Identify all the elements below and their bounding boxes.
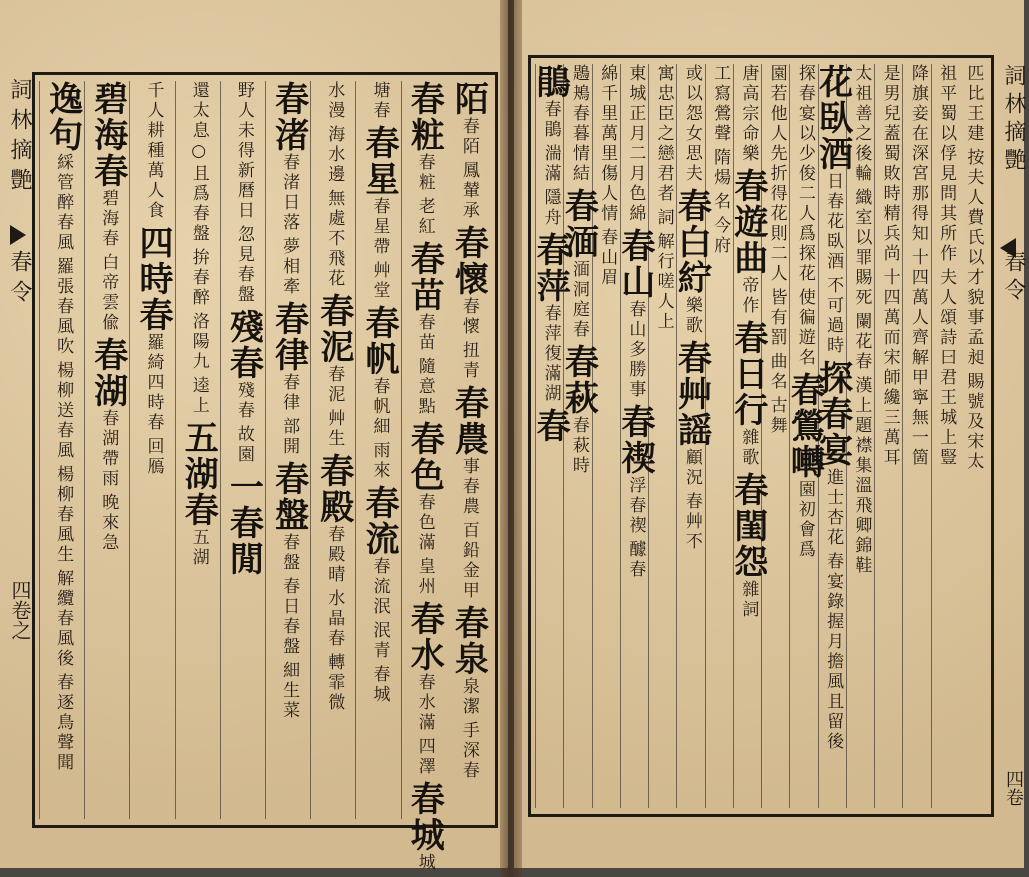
entry-annotation: 使徧遊名 (794, 288, 815, 368)
entry-annotation: 日春花臥酒 (823, 172, 844, 272)
entry-annotation: 十四萬而宋師纔三萬耳 (879, 268, 900, 468)
entry-annotation: 春水滿 (414, 673, 435, 733)
column-entry (324, 409, 343, 449)
column-entry (767, 288, 786, 348)
column-entry (963, 372, 982, 472)
column-entry (360, 305, 398, 437)
column-entry (851, 376, 870, 576)
entry-annotation: 是男兒蓋蜀敗時精兵尚 (879, 64, 900, 264)
column-entry (710, 216, 729, 256)
entry-annotation: 寓忠臣之戀君者 (653, 64, 674, 204)
entry-headword: 春殿 (313, 453, 354, 525)
column-entry (449, 605, 487, 717)
text-column (874, 64, 903, 808)
column-entry (908, 248, 927, 468)
column-entry (324, 125, 343, 185)
entry-annotation: 拚春醉 (188, 248, 209, 308)
entry-annotation: 皇州 (414, 557, 435, 597)
text-column (401, 81, 447, 873)
column-entry (616, 404, 654, 536)
entry-annotation: 塘春 (369, 81, 390, 121)
column-entry (270, 81, 308, 233)
column-entry (767, 64, 786, 284)
column-entry (369, 665, 388, 705)
column-entry (459, 161, 478, 221)
entry-annotation: 雜詞 (738, 580, 759, 620)
column-entry (279, 417, 298, 457)
column-entry (415, 557, 434, 597)
column-entry (189, 312, 208, 372)
entry-annotation: 千人耕種萬人食 (143, 81, 164, 221)
entry-annotation: 春泥 (324, 365, 345, 405)
left-margin-title: 詞林摘艷 (7, 78, 32, 198)
entry-headword: 春農 (448, 385, 489, 457)
entry-annotation: 部開 (279, 417, 300, 457)
column-entry (369, 261, 388, 301)
entry-annotation: 晚來急 (98, 493, 119, 553)
entry-annotation: 唐高宗命樂 (738, 64, 759, 164)
column-entry (189, 248, 208, 308)
entry-annotation: 醵春 (625, 540, 646, 580)
column-entry (134, 225, 172, 433)
column-entry (53, 465, 72, 565)
column-entry (851, 312, 870, 372)
text-column (727, 64, 768, 808)
column-entry (729, 472, 767, 620)
column-entry (315, 453, 353, 585)
text-column (902, 64, 931, 808)
entry-annotation: 野人未得新曆日 (233, 81, 254, 221)
entry-annotation: 百鉛金甲 (458, 521, 479, 601)
entry-headword: 逸句 (42, 81, 83, 153)
column-entry (270, 301, 308, 413)
column-entry (89, 337, 127, 489)
column-entry (459, 521, 478, 601)
entry-headword: 五湖春 (178, 420, 219, 528)
entry-annotation: 春苗 (414, 313, 435, 353)
text-column (446, 81, 491, 819)
column-entry (569, 64, 588, 184)
entry-headword: 陌 (448, 81, 489, 117)
column-entry (654, 64, 673, 204)
entry-headword: 春水 (404, 601, 445, 673)
column-entry (767, 352, 786, 392)
column-entry (415, 197, 434, 237)
column-entry (963, 148, 982, 368)
column-entry (785, 372, 823, 560)
entry-annotation: 五湖 (188, 528, 209, 568)
entry-annotation: 羅綺四時春 (143, 333, 164, 433)
entry-annotation: 事春農 (458, 457, 479, 517)
entry-annotation: 春日春盤 (279, 577, 300, 657)
entry-headword: 春泥 (313, 293, 354, 365)
entry-headword: 一春閒 (223, 469, 264, 577)
entry-annotation: 綿千里萬里傷人情 (597, 64, 618, 224)
entry-annotation: 春帆細 (369, 377, 390, 437)
column-entry (98, 253, 117, 333)
entry-annotation: 顧況 (681, 448, 702, 488)
entry-annotation: 古舞 (766, 396, 787, 436)
column-entry (729, 168, 767, 316)
right-margin-title: 詞林摘艷 (1001, 64, 1026, 176)
text-column (39, 81, 85, 819)
entry-annotation: 解行嗟人上 (653, 232, 674, 332)
entry-annotation: 春山眉 (597, 228, 618, 288)
entry-annotation: 或以怨女思夫 (681, 64, 702, 184)
entry-annotation: 進士杏花 (823, 468, 844, 548)
entry-annotation: 祖平蜀以俘見問其所作 (936, 64, 957, 264)
entry-annotation: 織室以罪賜死 (851, 188, 872, 308)
entry-annotation: 春逐鳥聲聞 (53, 673, 74, 773)
entry-annotation: 太祖善之後輪 (851, 64, 872, 184)
entry-headword: 四時春 (132, 225, 173, 333)
entry-annotation: 艸堂 (369, 261, 390, 301)
column-entry (279, 577, 298, 657)
column-entry (625, 540, 644, 580)
entry-annotation: 春殿晴 (324, 525, 345, 585)
column-entry (823, 552, 842, 752)
entry-annotation: 春萍復滿湖 (540, 304, 561, 404)
entry-headword: 春懷 (448, 225, 489, 297)
column-entry (449, 225, 487, 337)
text-column (671, 64, 712, 808)
entry-annotation: 海水邊 (324, 125, 345, 185)
column-entry (767, 396, 786, 436)
text-column (931, 64, 960, 808)
entry-annotation: 詞 (653, 208, 674, 228)
column-entry (531, 64, 569, 140)
column-entry (369, 81, 388, 121)
entry-annotation: 雜歌 (738, 428, 759, 468)
column-entry (324, 653, 343, 713)
column-entry (823, 276, 842, 356)
column-entry (459, 341, 478, 381)
column-entry (143, 81, 162, 221)
column-entry (459, 721, 478, 781)
text-column (959, 64, 987, 808)
column-entry (597, 228, 616, 288)
entry-headword: 春白紵 (671, 188, 712, 296)
book-gutter (500, 0, 522, 877)
entry-annotation: 園若他人先折得花則二人 (766, 64, 787, 284)
text-column (220, 81, 266, 819)
entry-headword: 春盤 (268, 461, 309, 533)
entry-headword: 春遊曲 (727, 168, 768, 276)
column-entry (672, 340, 710, 488)
entry-annotation: 春流泯 (369, 557, 390, 617)
column-entry (270, 461, 308, 573)
entry-annotation: 綵管醉春風 (53, 153, 74, 253)
column-entry (53, 257, 72, 357)
column-entry (795, 64, 814, 284)
entry-annotation: 春盤 (279, 533, 300, 573)
text-column (310, 81, 356, 819)
column-entry (851, 64, 870, 184)
entry-annotation: 東城正月二月色綿 (625, 64, 646, 224)
entry-annotation: 轉霏微 (324, 653, 345, 713)
column-entry (89, 81, 127, 249)
entry-annotation: 泉潔 (458, 677, 479, 717)
entry-annotation: 春色滿 (414, 493, 435, 553)
column-entry (405, 421, 443, 553)
column-entry (625, 64, 644, 224)
column-entry (963, 64, 982, 144)
column-entry (449, 81, 487, 157)
column-entry (710, 148, 729, 188)
entry-annotation: 皆有罰 (766, 288, 787, 348)
left-margin-section: 春令 (7, 250, 32, 310)
text-column (175, 81, 221, 819)
entry-annotation: 春律 (279, 373, 300, 413)
column-entry (880, 64, 899, 264)
entry-annotation: 漢上題襟集溫飛卿錦鞋 (851, 376, 872, 576)
entry-annotation: 手深春 (458, 721, 479, 781)
entry-annotation: 帝作 (738, 276, 759, 316)
entry-annotation: 春城 (369, 665, 390, 705)
column-entry (405, 781, 443, 873)
column-entry (710, 64, 729, 144)
column-entry (369, 441, 388, 481)
column-entry (405, 81, 443, 193)
text-column (129, 81, 175, 819)
column-entry (234, 425, 253, 465)
entry-annotation: 湍滿 (540, 144, 561, 184)
entry-annotation: 浮春禊 (625, 476, 646, 536)
text-column (530, 64, 571, 808)
entry-annotation: 園初會爲 (794, 480, 815, 560)
entry-annotation: 細生菜 (279, 661, 300, 721)
entry-annotation: 十四萬人齊解甲寧無一箇 (907, 248, 928, 468)
entry-annotation: 洛陽九 (188, 312, 209, 372)
column-entry (654, 232, 673, 332)
entry-annotation: 工寫鶯聲 (710, 64, 731, 144)
entry-annotation: 隋煬 (710, 148, 731, 188)
entry-annotation: 樂歌 (681, 296, 702, 336)
entry-headword: 春湖 (87, 337, 128, 409)
entry-annotation: 春星帶 (369, 197, 390, 257)
fishtail-mark-left (10, 225, 26, 245)
entry-headword: 春 (530, 408, 571, 444)
entry-annotation: 回鴈 (143, 437, 164, 477)
text-column (265, 81, 311, 819)
entry-annotation: 春陌 (458, 117, 479, 157)
entry-annotation: 城 (414, 853, 435, 873)
entry-annotation: 春渚日落 (279, 153, 300, 233)
entry-annotation: 探春宴以少俊二人爲探花 (794, 64, 815, 284)
column-entry (936, 64, 955, 264)
column-entry (405, 601, 443, 733)
column-entry (44, 81, 82, 253)
column-entry (531, 408, 569, 444)
column-entry (324, 589, 343, 649)
column-entry (936, 268, 955, 468)
column-entry (654, 208, 673, 228)
entry-annotation: 鳳輦承 (458, 161, 479, 221)
entry-annotation: 扭青 (458, 341, 479, 381)
entry-headword: 春日行 (727, 320, 768, 428)
column-entry (360, 125, 398, 257)
column-entry (360, 485, 398, 617)
column-entry (98, 493, 117, 553)
entry-annotation: 春湖帶雨 (98, 409, 119, 489)
entry-annotation: 楊柳春風生 (53, 465, 74, 565)
entry-headword: 春湎 (558, 188, 599, 260)
column-entry (279, 661, 298, 721)
text-column (84, 81, 130, 819)
column-entry (324, 189, 343, 289)
entry-headword: 花臥酒 (812, 64, 853, 172)
column-entry (541, 144, 560, 184)
right-margin-section: 春令 (1001, 250, 1026, 306)
column-entry (279, 237, 298, 297)
entry-annotation: 夢相牽 (279, 237, 300, 297)
entry-annotation: 逵上 (188, 376, 209, 416)
column-entry (53, 569, 72, 669)
entry-annotation: 夫人頌詩曰君王城上豎 (936, 268, 957, 468)
text-column (784, 64, 825, 808)
entry-headword: 春流 (358, 485, 399, 557)
entry-headword: 春苗 (404, 241, 445, 313)
column-entry (189, 376, 208, 416)
entry-annotation: 還太息○且爲春盤 (188, 81, 209, 244)
entry-annotation: 降旗妾在深宮那得知 (907, 64, 928, 244)
entry-headword: 春帆 (358, 305, 399, 377)
column-entry (234, 225, 253, 305)
column-entry (880, 268, 899, 468)
entry-headword: 春閨怨 (727, 472, 768, 580)
entry-annotation: 忽見春盤 (233, 225, 254, 305)
column-entry (415, 737, 434, 777)
entry-annotation: 按夫人費氏以才貌事孟昶 (963, 148, 984, 368)
column-entry (682, 492, 701, 552)
column-entry (324, 81, 343, 121)
column-entry (795, 288, 814, 368)
right-text-frame (528, 55, 994, 817)
column-entry (415, 357, 434, 417)
right-margin-bottom: 四卷 (1003, 770, 1024, 806)
entry-headword: 碧海春 (87, 81, 128, 189)
column-entry (179, 420, 217, 568)
entry-headword: 春鶯囀 (784, 372, 825, 480)
column-entry (729, 320, 767, 468)
entry-headword: 春艸謡 (671, 340, 712, 448)
column-entry (616, 228, 654, 400)
text-column (614, 64, 655, 808)
column-entry (405, 241, 443, 353)
entry-annotation: 春宴錄握月擔風且留後 (823, 552, 844, 752)
entry-annotation: 解纜春風後 (53, 569, 74, 669)
entry-headword: 春星 (358, 125, 399, 197)
column-entry (908, 64, 927, 244)
entry-headword: 春渚 (268, 81, 309, 153)
entry-headword: 春山 (614, 228, 655, 300)
column-entry (315, 293, 353, 405)
entry-headword: 春城 (404, 781, 445, 853)
entry-annotation: 鶗鴂春暮情結 (568, 64, 589, 184)
column-entry (851, 188, 870, 308)
entry-annotation: 水漫 (324, 81, 345, 121)
left-text-frame (32, 72, 498, 873)
entry-annotation: 湎洞庭春 (568, 260, 589, 340)
entry-annotation: 隨意點 (414, 357, 435, 417)
column-entry (224, 309, 262, 421)
entry-annotation: 不可過時 (823, 276, 844, 356)
entry-annotation: 碧海春 (98, 189, 119, 249)
column-entry (224, 469, 262, 577)
entry-headword: 殘春 (223, 309, 264, 381)
entry-headword: 探春宴 (812, 360, 853, 468)
entry-annotation: 四澤 (414, 737, 435, 777)
text-column (355, 81, 401, 819)
column-entry (53, 361, 72, 461)
entry-headword: 春律 (268, 301, 309, 373)
entry-annotation: 匹比王建 (963, 64, 984, 144)
entry-annotation: 曲名 (766, 352, 787, 392)
column-entry (234, 81, 253, 221)
entry-annotation: 羅張春風吹 (53, 257, 74, 357)
entry-annotation: 老紅 (414, 197, 435, 237)
column-entry (541, 188, 560, 228)
column-entry (53, 673, 72, 773)
column-entry (710, 192, 729, 212)
column-entry (672, 188, 710, 336)
entry-annotation: 水晶春 (324, 589, 345, 649)
entry-headword: 春泉 (448, 605, 489, 677)
entry-annotation: 春粧 (414, 153, 435, 193)
entry-annotation: 艸生 (324, 409, 345, 449)
entry-annotation: 殘春 (233, 381, 254, 421)
entry-annotation: 春萩時 (568, 416, 589, 476)
entry-annotation: 春鵑 (540, 100, 561, 140)
entry-annotation: 白帝雲偸 (98, 253, 119, 333)
column-entry (597, 64, 616, 224)
entry-annotation: 楊柳送春風 (53, 361, 74, 461)
entry-annotation: 今府 (710, 216, 731, 256)
column-entry (189, 81, 208, 244)
column-entry (143, 437, 162, 477)
entry-annotation: 春山多勝事 (625, 300, 646, 400)
left-margin-bottom: 四卷之 (8, 580, 32, 640)
entry-annotation: 雨來 (369, 441, 390, 481)
column-entry (369, 621, 388, 661)
entry-annotation: 泯青 (369, 621, 390, 661)
entry-annotation: 賜號及宋太 (963, 372, 984, 472)
column-entry (449, 385, 487, 517)
entry-annotation: 隱舟 (540, 188, 561, 228)
entry-headword: 春色 (404, 421, 445, 493)
column-entry (531, 232, 569, 404)
entry-annotation: 春艸不 (681, 492, 702, 552)
entry-annotation: 名 (710, 192, 731, 212)
entry-annotation: 春懷 (458, 297, 479, 337)
column-entry (814, 64, 852, 272)
column-entry (738, 64, 757, 164)
column-entry (682, 64, 701, 184)
entry-headword: 春萩 (558, 344, 599, 416)
entry-annotation: 故園 (233, 425, 254, 465)
entry-annotation: 無處不飛花 (324, 189, 345, 289)
entry-headword: 鵑 (530, 64, 571, 100)
entry-headword: 春萍 (530, 232, 571, 304)
entry-annotation: 闌花春 (851, 312, 872, 372)
entry-headword: 春粧 (404, 81, 445, 153)
entry-headword: 春禊 (614, 404, 655, 476)
